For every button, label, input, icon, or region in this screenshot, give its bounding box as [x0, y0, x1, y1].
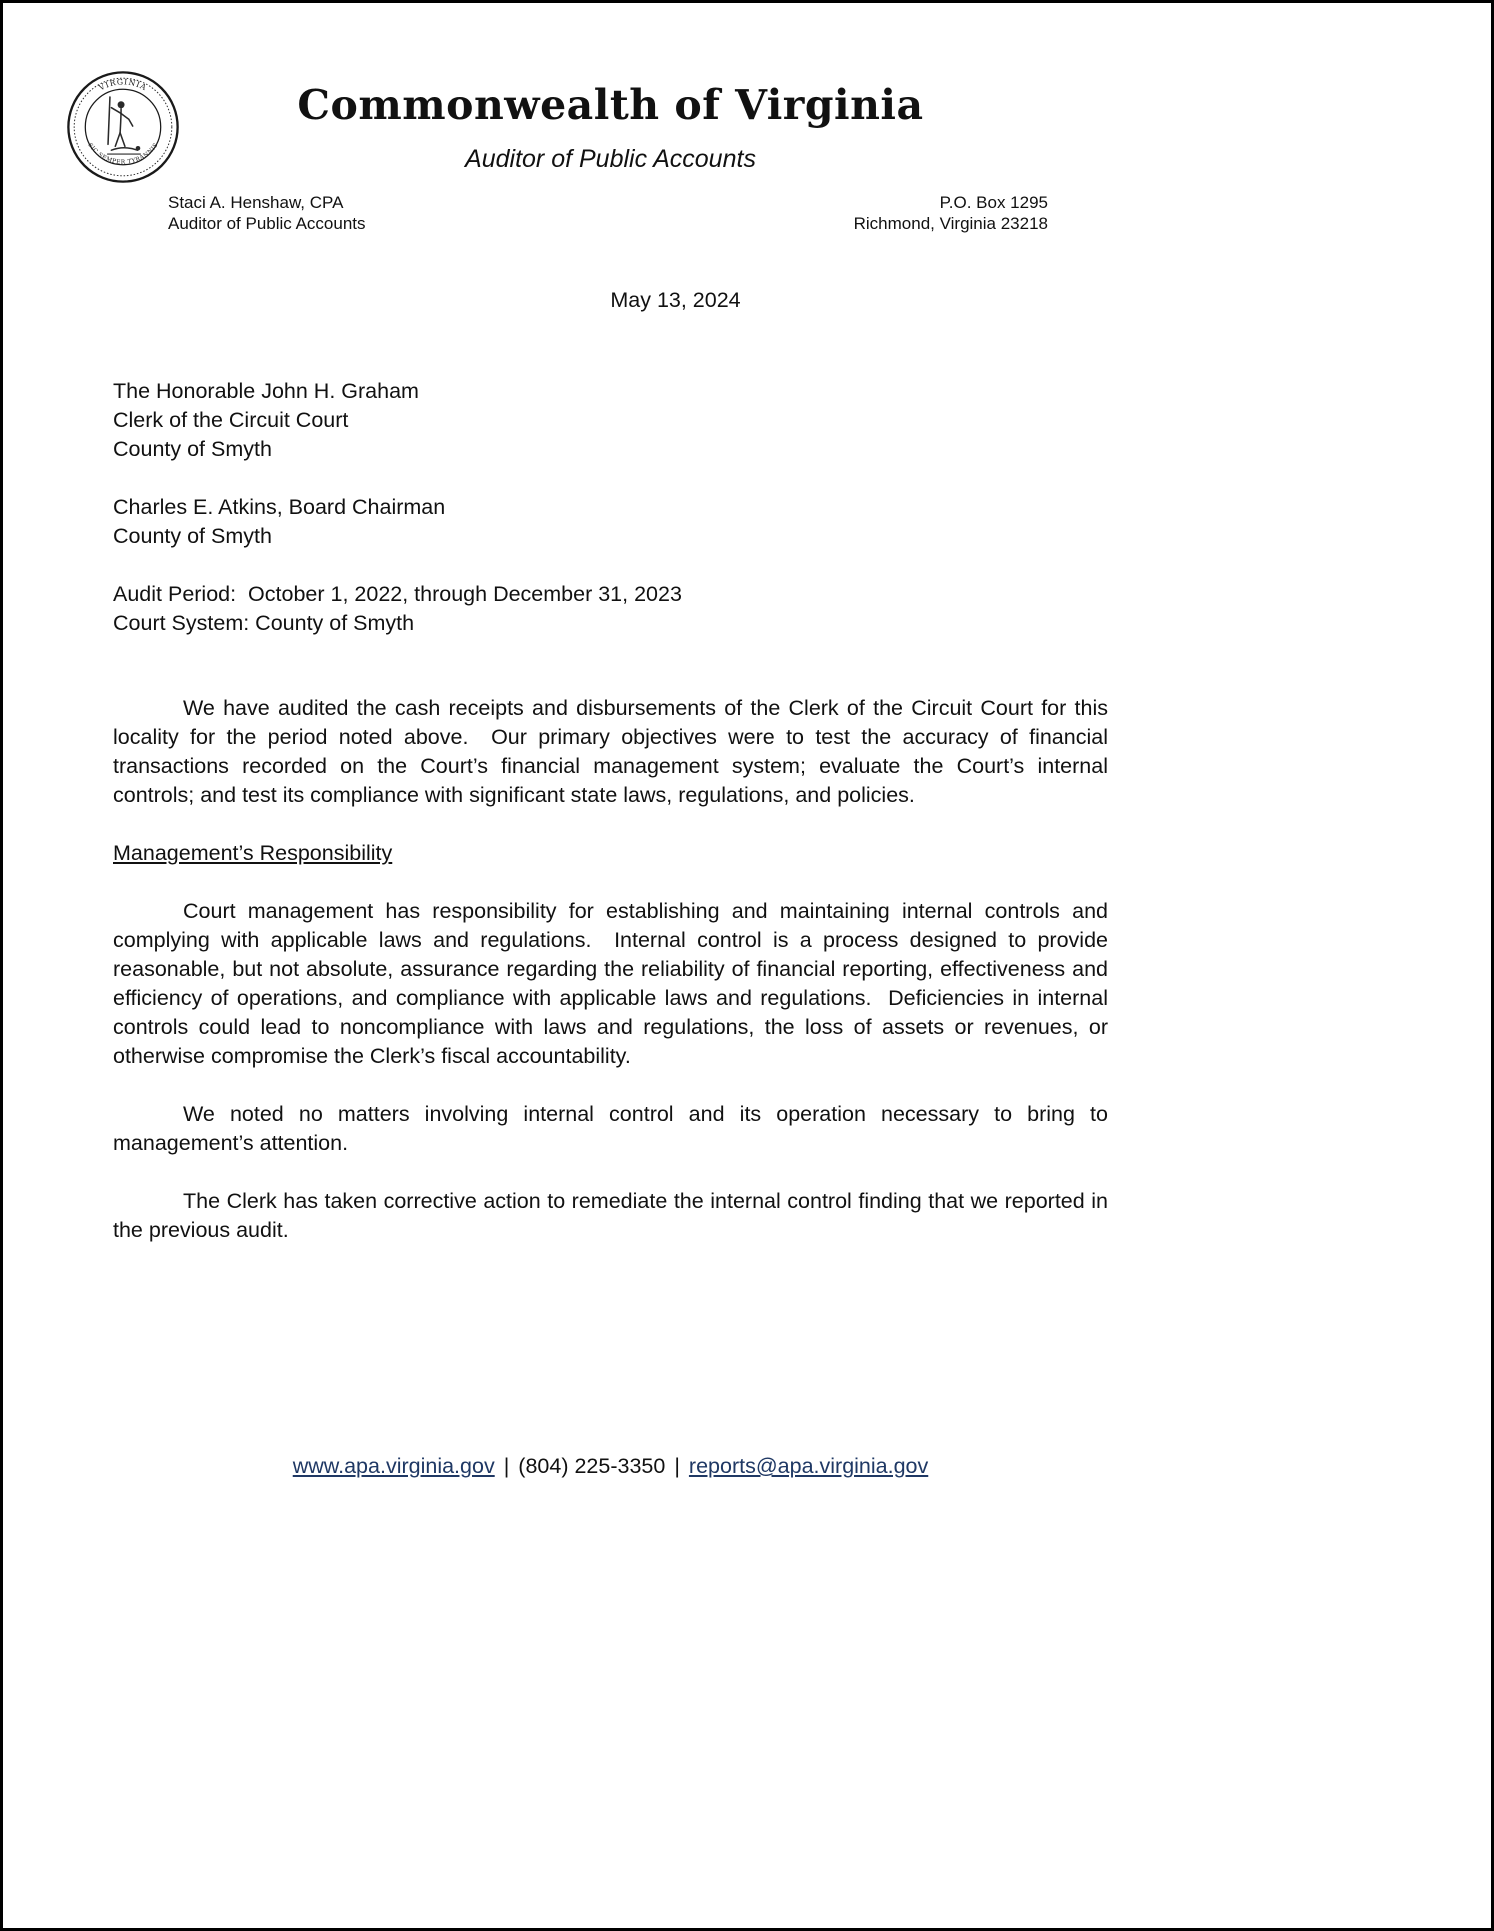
letter-date: May 13, 2024: [610, 288, 741, 313]
recipient-title: Clerk of the Circuit Court: [113, 408, 349, 433]
letterhead-title: Commonwealth of Virginia: [297, 81, 924, 129]
seal-top-text: VIRGINIA: [97, 77, 149, 93]
paragraph-audit-intro: We have audited the cash receipts and disbursements of the Clerk of the Circuit Court for this locality for the period noted above. Our primary objectives were to test the accuracy of financial transactions recorded on the Court’s financial management system; evaluate the Court’s internal controls; and test its compliance with significant state laws, regulations, and policies.: [113, 696, 1114, 808]
city-state-zip-line: Richmond, Virginia 23218: [853, 214, 1048, 234]
footer-separator: |: [503, 1454, 510, 1478]
letterhead-auditor-block: [168, 192, 366, 234]
auditor-title: Auditor of Public Accounts: [168, 214, 366, 234]
audit-period-line: Audit Period: October 1, 2022, through December 31, 2023: [113, 582, 682, 607]
chairman-locality: County of Smyth: [113, 524, 272, 549]
recipient-block-1: [113, 377, 1108, 464]
footer-phone: (804) 225-3350: [518, 1454, 666, 1478]
letterhead-subtitle: Auditor of Public Accounts: [465, 145, 756, 174]
footer-website-link[interactable]: www.apa.virginia.gov: [292, 1454, 495, 1478]
chairman-name: Charles E. Atkins, Board Chairman: [113, 495, 446, 520]
footer-email-link[interactable]: reports@apa.virginia.gov: [688, 1454, 929, 1478]
letterhead-address-block: [854, 192, 1048, 234]
letter-footer: [113, 1452, 1108, 1481]
paragraph-corrective-action: The Clerk has taken corrective action to remediate the internal control finding that we reported in the previous audit.: [113, 1189, 1114, 1243]
paragraph-internal-controls: Court management has responsibility for establishing and maintaining internal controls and complying with applicable laws and regulations. Internal control is a process designed to provide reasonable, but not absolute, assurance regarding the reliability of financial reporting, effectiveness and efficiency of operations, and compliance with applicable laws and regulations. Deficiencies in internal controls could lead to noncompliance with laws and regulations, the loss of assets or revenues, or otherwise compromise the Clerk’s fiscal accountability.: [113, 899, 1114, 1069]
section-heading-managements-responsibility: Management’s Responsibility: [113, 841, 393, 866]
paragraph-no-matters: We noted no matters involving internal control and its operation necessary to bring to management’s attention.: [113, 1102, 1114, 1156]
recipient-block-2: [113, 493, 1108, 551]
footer-separator: |: [674, 1454, 680, 1478]
auditor-name: Staci A. Henshaw, CPA: [168, 193, 344, 213]
audit-info-block: [113, 580, 1108, 638]
seal-bottom-text: SIC SEMPER TYRANNIS: [86, 142, 160, 166]
court-system-line: Court System: County of Smyth: [113, 611, 415, 636]
letter-content: [113, 3, 1114, 1478]
recipient-locality: County of Smyth: [113, 437, 272, 462]
letterhead-contact-row: [113, 192, 1108, 234]
po-box-line: P.O. Box 1295: [939, 193, 1048, 213]
recipient-name: The Honorable John H. Graham: [113, 379, 419, 404]
